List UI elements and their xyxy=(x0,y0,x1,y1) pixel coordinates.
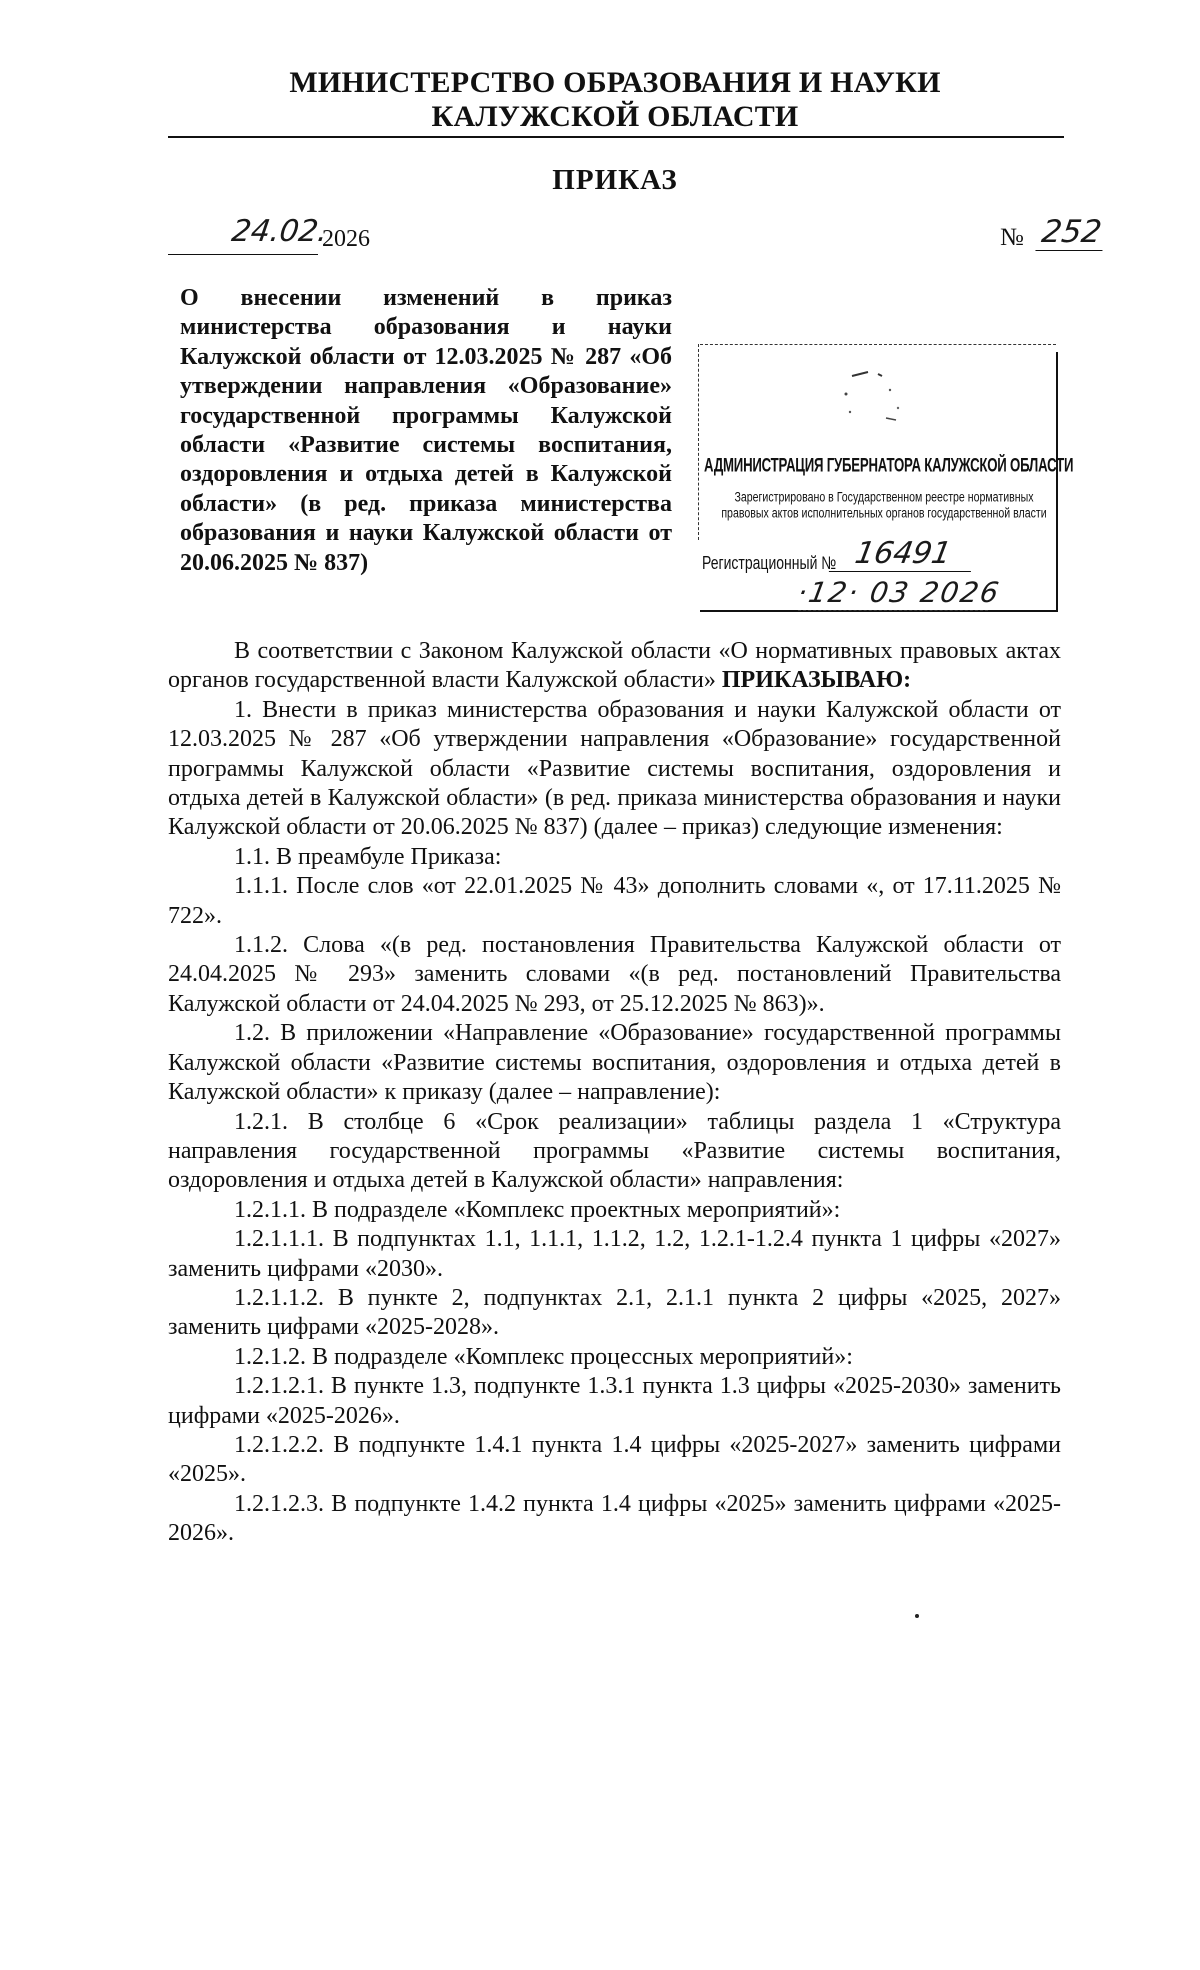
preamble-text: В соответствии с Законом Калужской области «О нормативных правовых актах органов государственной власти Калужской области» xyxy=(168,638,1061,694)
header-rule xyxy=(168,136,1064,138)
order-directive: ПРИКАЗЫВАЮ: xyxy=(721,667,912,694)
stamp-reg-label: Регистрационный № xyxy=(702,552,837,573)
paragraph-1-2-1-2-1: 1.2.1.2.1. В пункте 1.3, подпункте 1.3.1 пункта 1.3 цифры «2025-2030» заменить цифрами «2025-2026». xyxy=(168,1373,1061,1429)
handwritten-date: 24.02. xyxy=(229,214,330,249)
stamp-reg-number: 16491 xyxy=(829,536,977,572)
date-year: 2026 xyxy=(322,226,370,252)
stamp-border-right xyxy=(1056,352,1058,612)
ministry-line-1: МИНИСТЕРСТВО ОБРАЗОВАНИЯ И НАУКИ xyxy=(289,66,941,99)
paragraph-1-2-1-1-2: 1.2.1.1.2. В пункте 2, подпунктах 2.1, 2.1.1 пункта 2 цифры «2025, 2027» заменить цифрами «2025-2028». xyxy=(168,1284,1061,1341)
paragraph-1-1-2: 1.1.2. Слова «(в ред. постановления Правительства Калужской области от 24.04.2025 № 293» заменить словами «(в ред. постановлений Правительства Калужской области от 24.04.2025 № 293, от 25.12.2025 № 863)». xyxy=(168,932,1061,1017)
stamp-date-underline xyxy=(798,610,988,611)
stamp-registry-text: Зарегистрировано в Государственном реестре нормативных правовых актов исполнительных органов государственной власти xyxy=(721,490,1047,522)
stamp-reg-date: ·12· 03 2026 xyxy=(795,576,1004,609)
ministry-header xyxy=(170,66,1060,134)
paragraph-1-2-1-2-2: 1.2.1.2.2. В подпункте 1.4.1 пункта 1.4 цифры «2025-2027» заменить цифрами «2025». xyxy=(168,1431,1061,1488)
stamp-border-top xyxy=(700,344,1056,345)
paragraph-1-2: 1.2. В приложении «Направление «Образование» государственной программы Калужской области «Развитие системы воспитания, оздоровления и отдыха детей в Калужской области» к приказу (далее – направление): xyxy=(168,1020,1061,1106)
document-type: ПРИКАЗ xyxy=(552,164,678,196)
document-body xyxy=(168,637,1061,1549)
registration-stamp xyxy=(698,344,1074,612)
stamp-organization: АДМИНИСТРАЦИЯ ГУБЕРНАТОРА КАЛУЖСКОЙ ОБЛАСТИ xyxy=(704,454,1074,476)
paragraph-1-2-1-1-1: 1.2.1.1.1. В подпунктах 1.1, 1.1.1, 1.1.2, 1.2, 1.2.1-1.2.4 пункта 1 цифры «2027» заменить цифрами «2030». xyxy=(168,1226,1061,1282)
faded-seal-mark xyxy=(838,368,908,424)
paragraph-1: 1. Внести в приказ министерства образования и науки Калужской области от 12.03.2025 № 287 «Об утверждении направления «Образование» государственной программы Калужской области «Развитие системы воспитания, оздоровления и отдыха детей в Калужской области» (в ред. приказа министерства образования и науки Калужской области от 20.06.2025 № 837) (далее – приказ) следующие изменения: xyxy=(168,696,1061,841)
number-sign: № xyxy=(1000,224,1024,251)
paragraph-1-2-1-2: 1.2.1.2. В подразделе «Комплекс процессных мероприятий»: xyxy=(234,1343,853,1370)
paragraph-1-1: 1.1. В преамбуле Приказа: xyxy=(234,843,502,870)
handwritten-order-number: 252 xyxy=(1035,214,1107,251)
preamble-paragraph xyxy=(168,637,1061,696)
paragraph-1-2-1-1: 1.2.1.1. В подразделе «Комплекс проектных мероприятий»: xyxy=(234,1196,841,1223)
order-title: О внесении изменений в приказ министерства образования и науки Калужской области от 12.03.2025 № 287 «Об утверждении направления «Образование» государственной программы Калужской области «Развитие системы воспитания, оздоровления и отдыха детей в Калужской области» (в ред. приказа министерства образования и науки Калужской области от 20.06.2025 № 837) xyxy=(180,285,672,576)
stamp-border-left xyxy=(698,344,699,540)
paragraph-1-2-1: 1.2.1. В столбце 6 «Срок реализации» таблицы раздела 1 «Структура направления государственной программы «Развитие системы воспитания, оздоровления и отдыха детей в Калужской области» направления: xyxy=(168,1108,1061,1194)
paragraph-1-1-1: 1.1.1. После слов «от 22.01.2025 № 43» дополнить словами «, от 17.11.2025 № 722». xyxy=(168,873,1061,929)
stray-dot-mark xyxy=(915,1614,919,1618)
ministry-line-2: КАЛУЖСКОЙ ОБЛАСТИ xyxy=(431,100,799,133)
paragraph-1-2-1-2-3: 1.2.1.2.3. В подпункте 1.4.2 пункта 1.4 цифры «2025» заменить цифрами «2025-2026». xyxy=(168,1490,1061,1547)
